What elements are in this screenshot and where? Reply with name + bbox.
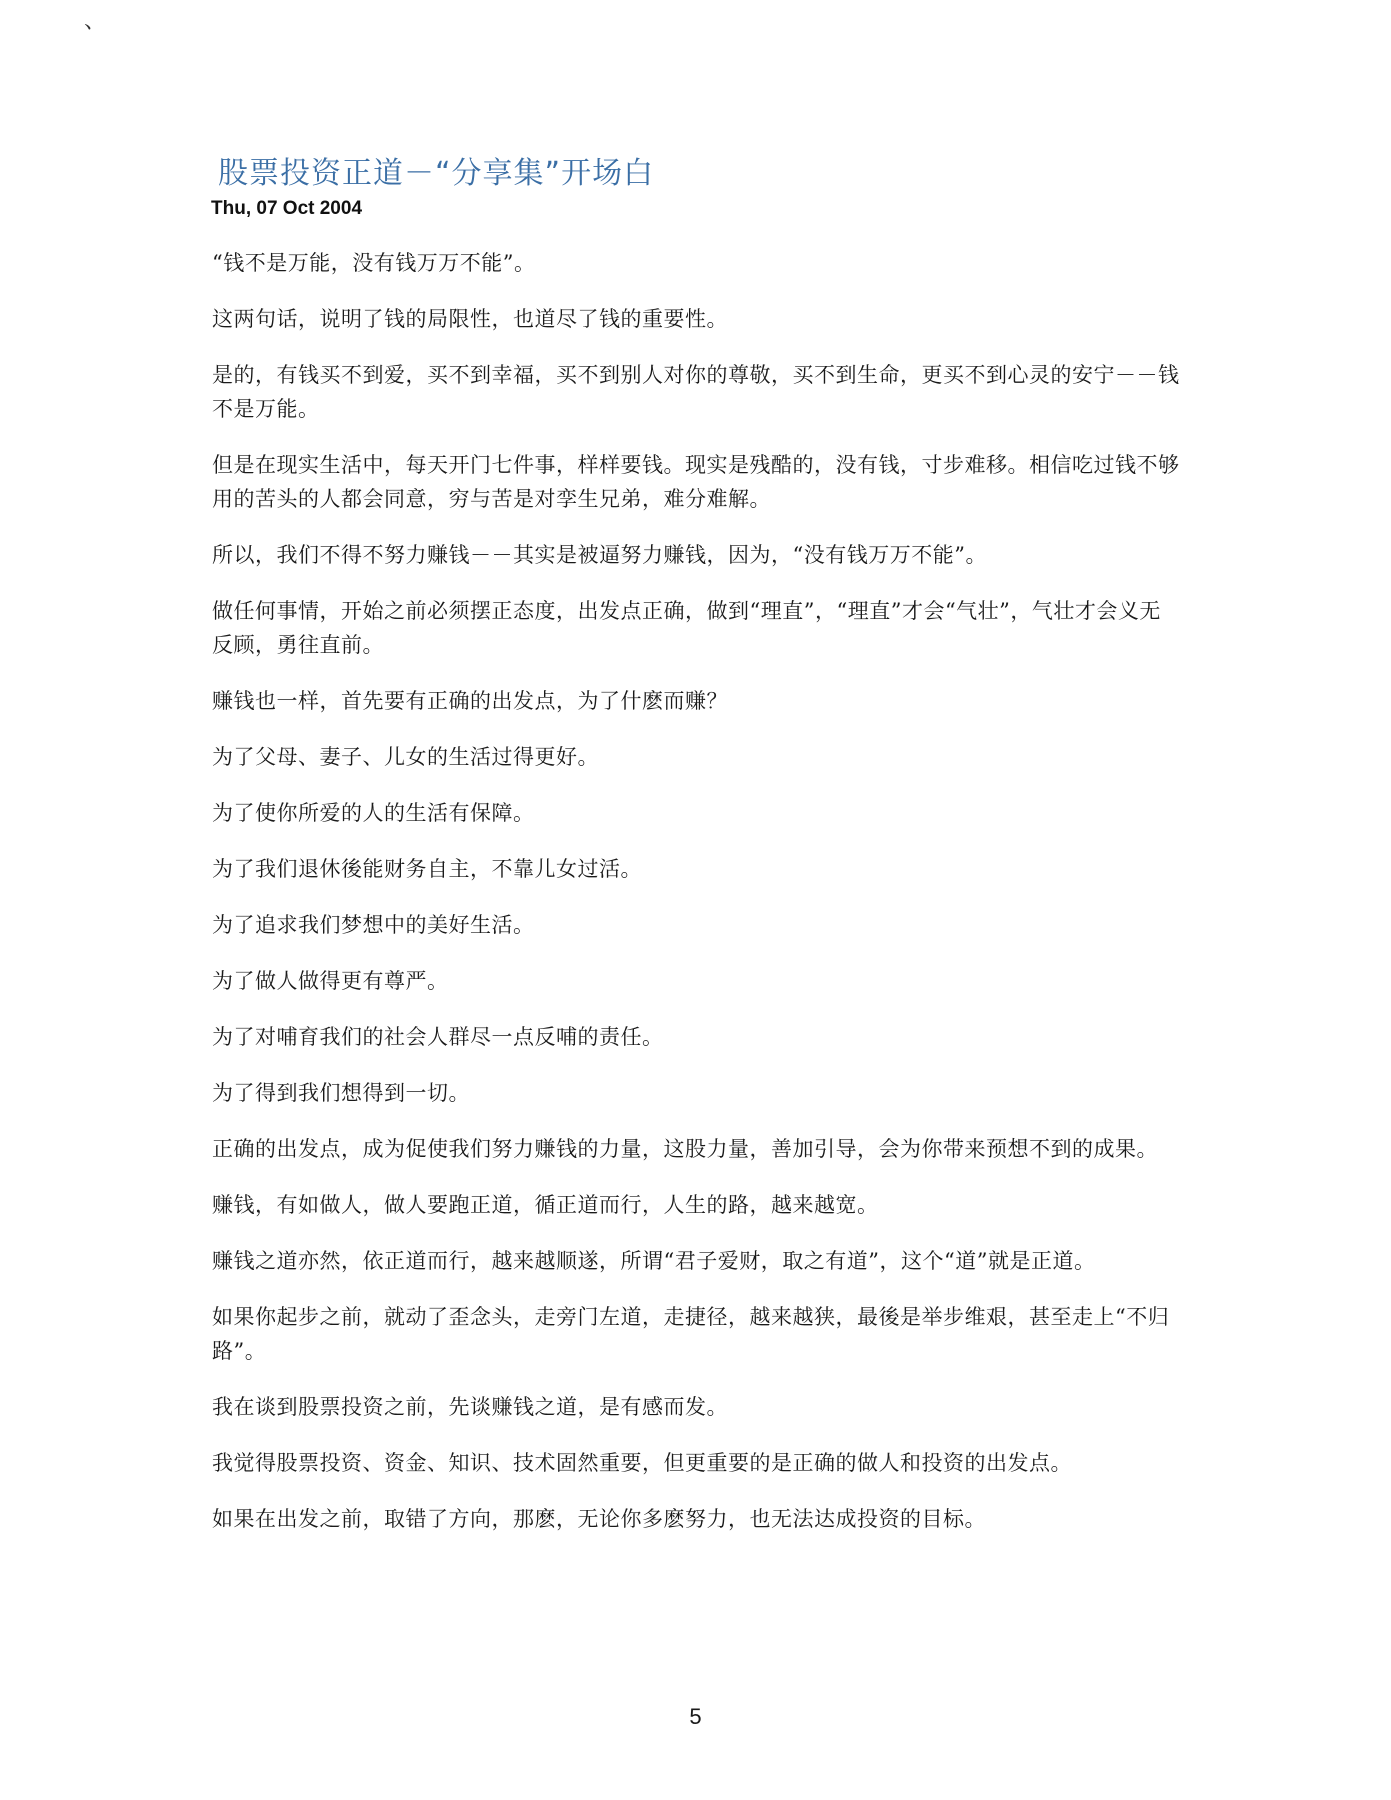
paragraph: 为了使你所爱的人的生活有保障。	[212, 801, 535, 825]
paragraph: 但是在现实生活中，每天开门七件事，样样要钱。现实是残酷的，没有钱，寸步难移。相信吃过钱不够用的苦头的人都会同意，穷与苦是对孪生兄弟，难分难解。	[212, 453, 1180, 511]
paragraph: 为了对哺育我们的社会人群尽一点反哺的责任。	[212, 1025, 664, 1049]
paragraph: 如果你起步之前，就动了歪念头，走旁门左道，走捷径，越来越狭，最後是举步维艰，甚至走上“不归路”。	[212, 1305, 1170, 1363]
corner-mark: 、	[84, 9, 107, 34]
paragraph: 所以，我们不得不努力赚钱－－其实是被逼努力赚钱，因为，“没有钱万万不能”。	[212, 543, 987, 567]
paragraph: 我觉得股票投资、资金、知识、技术固然重要，但更重要的是正确的做人和投资的出发点。	[212, 1451, 1072, 1475]
page-date: Thu, 07 Oct 2004	[211, 198, 363, 219]
page-number: 5	[689, 1704, 702, 1729]
paragraph: 为了我们退休後能财务自主，不靠儿女过活。	[212, 857, 642, 881]
paragraph: 做任何事情，开始之前必须摆正态度，出发点正确，做到“理直”，“理直”才会“气壮”，气壮才会义无反顾，勇往直前。	[212, 599, 1161, 657]
body-text	[212, 246, 1182, 1558]
paragraph: 我在谈到股票投资之前，先谈赚钱之道，是有感而发。	[212, 1395, 728, 1419]
paragraph: 正确的出发点，成为促使我们努力赚钱的力量，这股力量，善加引导，会为你带来预想不到的成果。	[212, 1137, 1158, 1161]
paragraph: 是的，有钱买不到爱，买不到幸福，买不到别人对你的尊敬，买不到生命，更买不到心灵的安宁－－钱不是万能。	[212, 363, 1180, 421]
paragraph: “钱不是万能，没有钱万万不能”。	[212, 251, 536, 275]
paragraph: 这两句话，说明了钱的局限性，也道尽了钱的重要性。	[212, 307, 728, 331]
paragraph: 如果在出发之前，取错了方向，那麽，无论你多麽努力，也无法达成投资的目标。	[212, 1507, 986, 1531]
page-title: 股票投资正道－“分享集”开场白	[218, 156, 655, 191]
paragraph: 为了追求我们梦想中的美好生活。	[212, 913, 535, 937]
paragraph: 为了父母、妻子、儿女的生活过得更好。	[212, 745, 599, 769]
paragraph: 赚钱之道亦然，依正道而行，越来越顺遂，所谓“君子爱财，取之有道”，这个“道”就是正道。	[212, 1249, 1096, 1273]
paragraph: 赚钱也一样，首先要有正确的出发点，为了什麽而赚？	[212, 689, 728, 713]
paragraph: 为了得到我们想得到一切。	[212, 1081, 470, 1105]
paragraph: 为了做人做得更有尊严。	[212, 969, 449, 993]
paragraph: 赚钱，有如做人，做人要跑正道，循正道而行，人生的路，越来越宽。	[212, 1193, 879, 1217]
